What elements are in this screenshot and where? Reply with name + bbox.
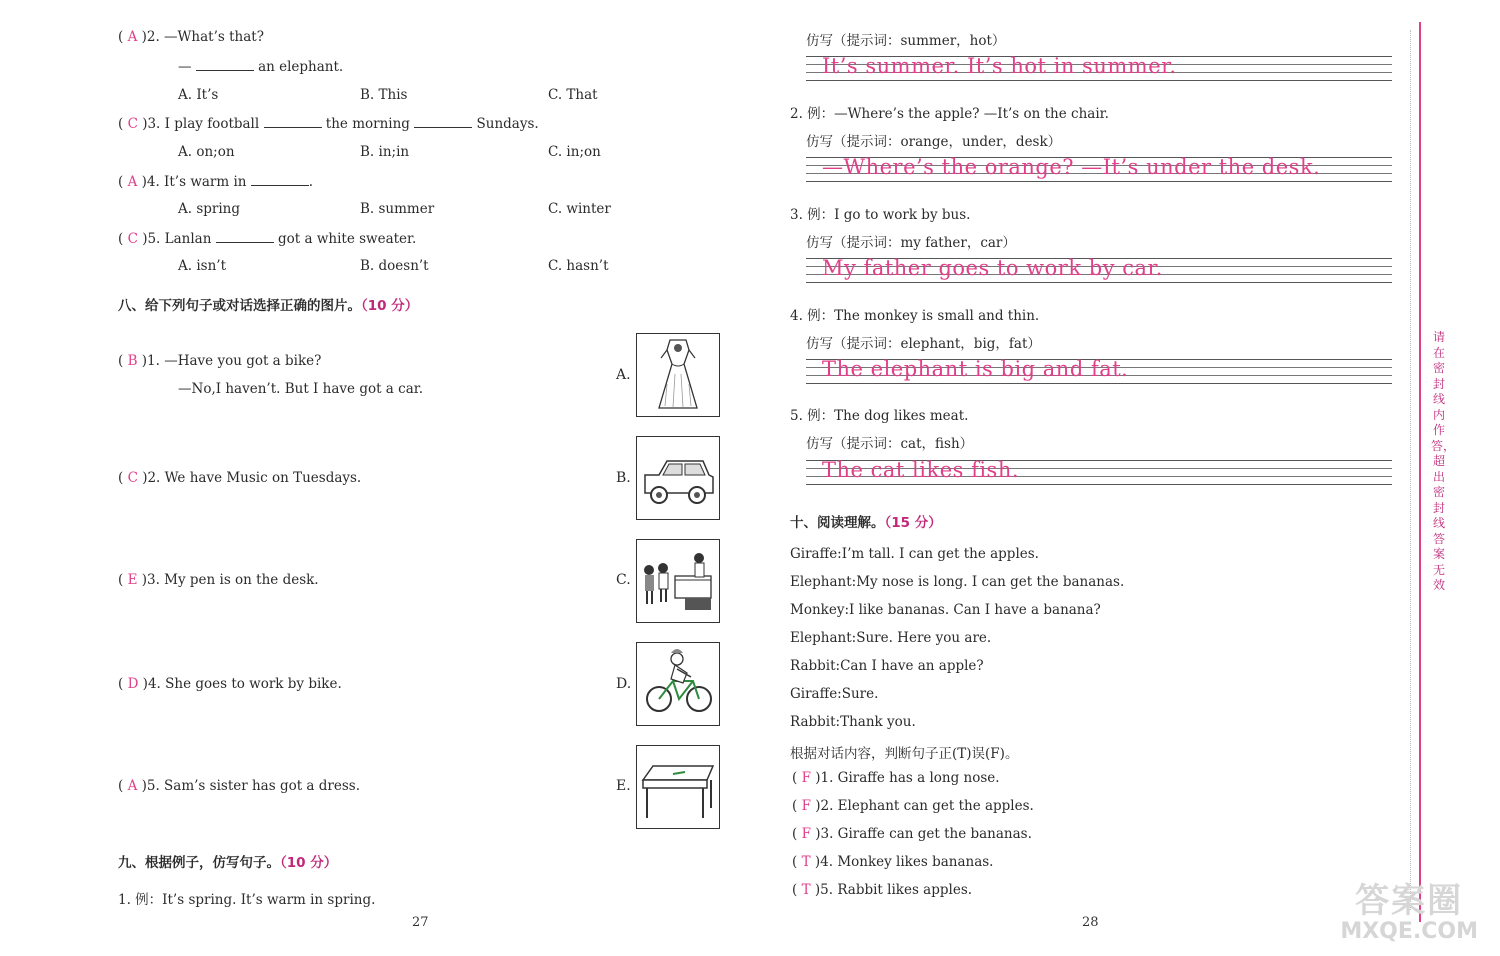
- tf-instruction: 根据对话内容，判断句子正(T)误(F)。: [790, 746, 1019, 762]
- answer-blank[interactable]: [251, 173, 309, 186]
- q7-item-2: ( A )2. —What’s that?: [118, 29, 264, 45]
- handwritten-answer-2: —Where’s the orange? —It’s under the desk.: [822, 155, 1321, 179]
- q9-example-3: 3. 例：I go to work by bus.: [790, 207, 971, 223]
- q9-prompt-5: 仿写（提示词：cat，fish）: [806, 436, 974, 452]
- answer-mark: E: [127, 572, 138, 588]
- pic-label-b: B.: [616, 470, 631, 486]
- section-10-heading: 十、阅读理解。（15 分）: [790, 515, 942, 531]
- tf-item-2: ( F )2. Elephant can get the apples.: [792, 798, 1034, 814]
- q8-item-1: ( B )1. —Have you got a bike?: [118, 353, 322, 369]
- seal-dotted-line: [1410, 30, 1411, 910]
- watermark-url: MXQE.COM: [1340, 919, 1478, 944]
- desk-picture: [636, 745, 720, 829]
- answer-mark: A: [127, 174, 138, 190]
- answer-blank[interactable]: [414, 115, 472, 128]
- dress-picture: [636, 333, 720, 417]
- tf-item-5: ( T )5. Rabbit likes apples.: [792, 882, 973, 898]
- seal-notice: 请在密封线内作答，超出密封线答案无效: [1431, 330, 1456, 592]
- q9-example-2: 2. 例：—Where’s the apple? —It’s on the chair.: [790, 106, 1109, 122]
- pic-label-c: C.: [616, 572, 631, 588]
- q7-item-5: ( C )5. Lanlan got a white sweater.: [118, 231, 417, 247]
- answer-mark: C: [127, 470, 138, 486]
- dress-icon: [637, 334, 719, 416]
- answer-blank[interactable]: [264, 115, 322, 128]
- answer-mark: T: [801, 854, 811, 870]
- q7-item-2-line: — an elephant.: [178, 59, 344, 75]
- answer-mark: D: [127, 676, 139, 692]
- answer-mark: C: [127, 231, 138, 247]
- dialog-line: Rabbit:Can I have an apple?: [790, 658, 984, 674]
- option-a: A. isn’t: [178, 258, 226, 274]
- watermark: [1340, 882, 1478, 944]
- dialog-line: Elephant:Sure. Here you are.: [790, 630, 992, 646]
- pic-label-a: A.: [616, 367, 631, 383]
- q9-prompt-1: 仿写（提示词：summer，hot）: [806, 33, 1006, 49]
- q9-example-4: 4. 例：The monkey is small and thin.: [790, 308, 1040, 324]
- q7-item-4: ( A )4. It’s warm in .: [118, 174, 314, 190]
- car-icon: [637, 437, 719, 519]
- pic-label-d: D.: [616, 676, 632, 692]
- dialog-line: Rabbit:Thank you.: [790, 714, 916, 730]
- writing-lines-3[interactable]: [806, 258, 1392, 288]
- option-b: B. doesn’t: [360, 258, 429, 274]
- section-9-heading: 九、根据例子，仿写句子。（10 分）: [118, 855, 338, 871]
- dialog-line: Monkey:I like bananas. Can I have a banana?: [790, 602, 1101, 618]
- q8-item-2: ( C )2. We have Music on Tuesdays.: [118, 470, 362, 486]
- tf-item-4: ( T )4. Monkey likes bananas.: [792, 854, 994, 870]
- page-number-left: 27: [412, 915, 429, 930]
- writing-lines-1[interactable]: [806, 56, 1392, 86]
- car-picture: [636, 436, 720, 520]
- answer-mark: A: [127, 778, 138, 794]
- writing-lines-5[interactable]: [806, 460, 1392, 490]
- music-class-picture: [636, 539, 720, 623]
- handwritten-answer-4: The elephant is big and fat.: [822, 357, 1129, 381]
- piano-icon: [637, 540, 719, 622]
- watermark-logo: 答案圈: [1355, 881, 1464, 921]
- q9-prompt-4: 仿写（提示词：elephant，big，fat）: [806, 336, 1041, 352]
- option-b: B. in;in: [360, 144, 410, 160]
- option-b: B. summer: [360, 201, 435, 217]
- handwritten-answer-1: It’s summer. It’s hot in summer.: [822, 54, 1177, 78]
- q9-example-1: 1. 例：It’s spring. It’s warm in spring.: [118, 892, 376, 908]
- answer-mark: T: [801, 882, 811, 898]
- q7-item-3: ( C )3. I play football the morning Sundays.: [118, 116, 539, 132]
- desk-icon: [637, 746, 719, 828]
- answer-mark: F: [801, 798, 811, 814]
- option-c: C. That: [548, 87, 598, 103]
- bicycle-icon: [637, 643, 719, 725]
- answer-mark: F: [801, 826, 811, 842]
- section-8-heading: 八、给下列句子或对话选择正确的图片。（10 分）: [118, 298, 419, 314]
- q9-example-5: 5. 例：The dog likes meat.: [790, 408, 969, 424]
- page-number-right: 28: [1082, 915, 1099, 930]
- option-a: A. It’s: [178, 87, 219, 103]
- option-a: A. spring: [178, 201, 241, 217]
- q8-item-4: ( D )4. She goes to work by bike.: [118, 676, 342, 692]
- option-c: C. hasn’t: [548, 258, 609, 274]
- margin-rule: [1419, 22, 1421, 922]
- answer-mark: B: [127, 353, 138, 369]
- bike-rider-picture: [636, 642, 720, 726]
- q8-item-5: ( A )5. Sam’s sister has got a dress.: [118, 778, 361, 794]
- writing-lines-4[interactable]: [806, 359, 1392, 389]
- handwritten-answer-3: My father goes to work by car.: [822, 256, 1163, 280]
- answer-blank[interactable]: [216, 230, 274, 243]
- dialog-line: Giraffe:Sure.: [790, 686, 879, 702]
- q9-prompt-2: 仿写（提示词：orange，under，desk）: [806, 134, 1062, 150]
- handwritten-answer-5: The cat likes fish.: [822, 458, 1020, 482]
- dialog-line: Elephant:My nose is long. I can get the bananas.: [790, 574, 1125, 590]
- writing-lines-2[interactable]: [806, 157, 1392, 187]
- tf-item-3: ( F )3. Giraffe can get the bananas.: [792, 826, 1032, 842]
- option-c: C. winter: [548, 201, 611, 217]
- q9-prompt-3: 仿写（提示词：my father，car）: [806, 235, 1016, 251]
- answer-mark: A: [127, 29, 138, 45]
- option-c: C. in;on: [548, 144, 601, 160]
- tf-item-1: ( F )1. Giraffe has a long nose.: [792, 770, 1000, 786]
- answer-mark: F: [801, 770, 811, 786]
- q8-item-3: ( E )3. My pen is on the desk.: [118, 572, 319, 588]
- answer-mark: C: [127, 116, 138, 132]
- option-b: B. This: [360, 87, 408, 103]
- q8-item-1-reply: —No,I haven’t. But I have got a car.: [178, 381, 424, 397]
- answer-blank[interactable]: [196, 58, 254, 71]
- option-a: A. on;on: [178, 144, 235, 160]
- pic-label-e: E.: [616, 778, 631, 794]
- dialog-line: Giraffe:I’m tall. I can get the apples.: [790, 546, 1039, 562]
